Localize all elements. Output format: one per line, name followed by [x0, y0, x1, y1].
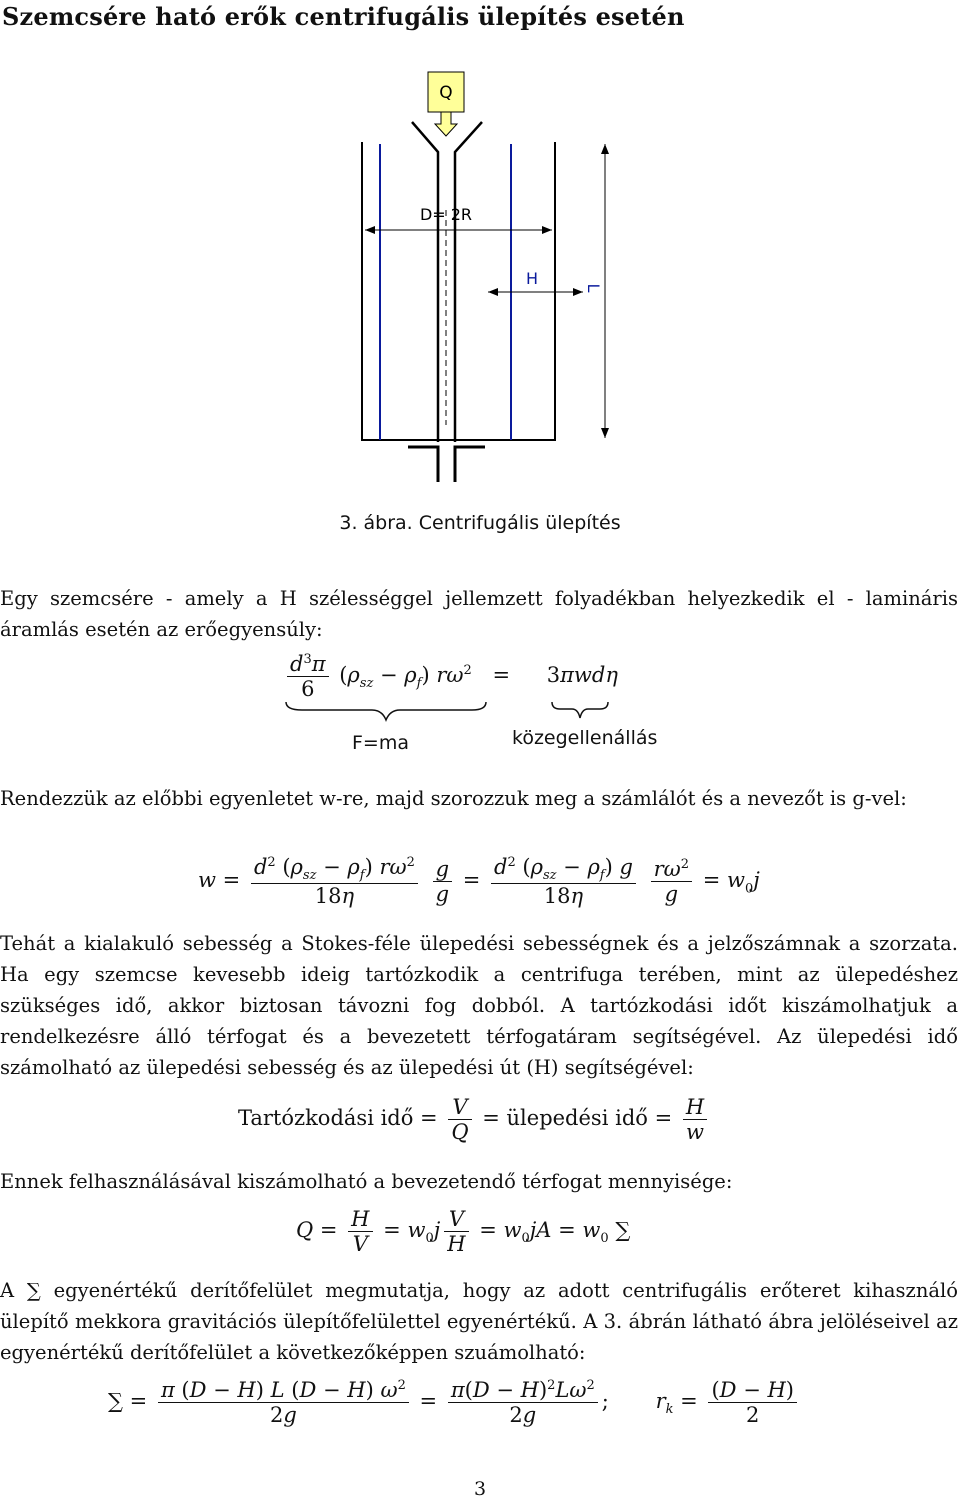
l-label: L — [584, 283, 603, 293]
paragraph-5: A ∑ egyenértékű derítőfelület megmutatja, hogy az adott centrifugális erőteret kihasználó ülepítő mekkora gravitációs ülepítőfelülettel egyenértékű. A 3. ábrán látható ábra jelöléseivel az egyenértékű derítőfelület a következőképpen szuámolható: — [0, 1279, 958, 1364]
centrifuge-diagram — [300, 60, 630, 490]
d-arrow-left — [365, 226, 375, 234]
page-title: Szemcsére ható erők centrifugális ülepítés esetén — [2, 2, 685, 31]
drum-outline — [362, 142, 555, 440]
outlet-left — [408, 447, 438, 482]
eq3-mid-text: = ülepedési idő = — [482, 1106, 673, 1130]
paragraph-1: Egy szemcsére - amely a H szélességgel jellemzett folyadékban helyezkedik el - lamináris áramlás esetén az erőegyensúly: — [0, 587, 958, 641]
equation-velocity: w = $\frac{d^2 (\rho_{sz} - \rho_f) r\omega^2}{18\eta}$ $\frac{g}{g}$ = $\frac{d^2 (\rho_{sz} - \rho_f) g}{18\eta}$ $\frac{r\omega^2}{g}$ = $w_0j$ — [198, 855, 760, 909]
equation-force-balance: $\frac{d^3\pi}{6}$ $(\rho_{sz} - \rho_f) r\omega^2 = 3\pi wd\eta$ — [283, 652, 618, 701]
d-label: D= 2R — [419, 205, 473, 224]
paragraph-2: Rendezzük az előbbi egyenletet w-re, majd szorozzuk meg a számlálót és a nevezőt is g-vel: — [0, 787, 907, 810]
outlet-right — [455, 447, 485, 482]
equation-residence-time: Tartózkodási idő = $\frac{V}{Q}$ = ülepedési idő = $\frac{H}{w}$ — [238, 1095, 711, 1144]
h-arrow-right — [573, 288, 583, 296]
brace-label-drag: közegellenállás — [512, 727, 658, 749]
equation-equivalent-area: ∑ = $\frac{\pi (D - H) L (D - H) \omega^2}{2g}$ = $\frac{\pi(D - H)^2L\omega^2}{2g}$ ; $r_k$ = $\frac{(D - H)}{2}$ — [108, 1378, 801, 1427]
inlet-funnel-right — [455, 122, 482, 442]
page-number: 3 — [473, 1478, 487, 1500]
h-arrow-left — [488, 288, 498, 296]
d-arrow-right — [542, 226, 552, 234]
paragraph-4: Ennek felhasználásával kiszámolható a bevezetendő térfogat mennyisége: — [0, 1170, 733, 1193]
eq3-left-text: Tartózkodási idő = — [238, 1106, 438, 1130]
equation-flow-rate: Q = $\frac{H}{V}$ = $w_0j$ $\frac{V}{H}$ = $w_0jA = w_0$ ∑ — [296, 1207, 631, 1256]
q-label: Q — [439, 83, 453, 103]
l-arrow-bottom — [601, 428, 609, 438]
equation-braces — [282, 700, 682, 724]
h-label: H — [525, 269, 539, 288]
l-arrow-top — [601, 144, 609, 154]
brace-label-fma: F=ma — [352, 732, 409, 754]
figure-caption: 3. ábra. Centrifugális ülepítés — [339, 512, 621, 534]
inlet-funnel-left — [412, 122, 438, 442]
paragraph-3: Tehát a kialakuló sebesség a Stokes-féle ülepedési sebességnek és a jelzőszámnak a szorzata. Ha egy szemcse kevesebb ideig tartózkodik a centrifuga terében, mint az ülepedéshez szükséges idő, akkor biztosan távozni fog dobból. A tartózkodási időt kiszámolhatjuk a rendelkezésre álló térfogat és a bevezetett térfogatáram segítségével. Az ülepedési idő számolható az ülepedési sebesség és az ülepedési út (H) segítségével: — [0, 932, 958, 1079]
inlet-arrow — [435, 112, 457, 136]
